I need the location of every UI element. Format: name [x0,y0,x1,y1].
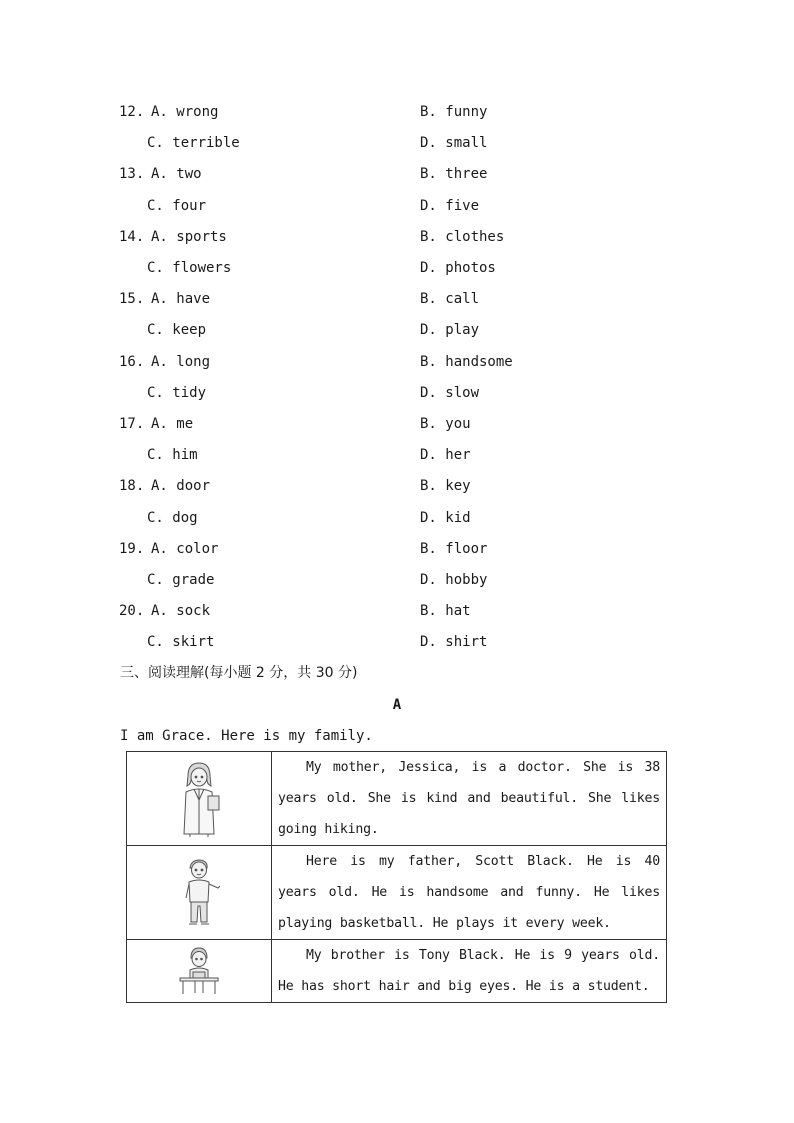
mother-description: My mother, Jessica, is a doctor. She is 38 years old. She is kind and beautiful. She likes going hiking. [272,752,667,846]
option-d: D. small [420,135,488,152]
option-c: C. tidy [147,384,207,401]
option-b: B. key [420,478,471,495]
option-b: B. call [420,291,480,308]
table-row [127,752,667,846]
question-number: 17. [119,416,145,432]
option-c: C. dog [147,509,198,526]
option-c: C. skirt [147,634,215,651]
question-number: 16. [119,353,145,370]
option-b: B. clothes [420,228,505,245]
option-b: B. funny [420,104,488,120]
option-b: B. three [420,166,488,183]
question-number: 12. [119,104,145,120]
option-d: D. shirt [420,634,488,651]
question-number: 19. [119,540,145,557]
option-d: D. hobby [420,572,488,588]
question-number: 18. [119,478,145,495]
option-a: A. sock [151,603,211,620]
question-number: 14. [119,228,145,245]
father-picture-cell [127,846,272,940]
option-b: B. floor [420,540,488,557]
question-number: 15. [119,291,145,308]
mother-picture-cell [127,752,272,846]
table-row [127,940,667,1003]
mother-doctor-icon [174,760,224,838]
table-row [127,846,667,940]
brother-student-icon [176,946,222,996]
option-d: D. kid [420,509,471,526]
option-b: B. hat [420,603,471,620]
question-number: 20. [119,603,145,620]
option-d: D. slow [420,384,480,401]
brother-description: My brother is Tony Black. He is 9 years old. He has short hair and big eyes. He is a student. [272,940,667,1003]
option-a: A. wrong [151,104,219,120]
question-number: 13. [119,166,145,183]
option-a: A. two [151,166,202,183]
option-c: C. flowers [147,260,232,276]
option-a: A. door [151,478,211,495]
father-icon [174,858,224,928]
option-c: C. keep [147,322,207,339]
option-c: C. grade [147,572,215,588]
section-title: 三、阅读理解(每小题 2 分，共 30 分) [120,665,358,681]
option-b: B. handsome [420,353,513,370]
brother-picture-cell [127,940,272,1003]
option-d: D. her [420,447,471,464]
option-a: A. me [151,416,194,432]
option-c: C. him [147,447,198,464]
family-table [126,751,667,1003]
option-b: B. you [420,416,471,432]
passage-label: A [392,697,402,713]
option-d: D. play [420,322,480,339]
option-a: A. have [151,291,211,308]
option-c: C. terrible [147,135,240,152]
passage-intro: I am Grace. Here is my family. [120,728,373,744]
option-d: D. photos [420,260,496,276]
option-a: A. color [151,540,219,557]
option-c: C. four [147,197,207,214]
option-a: A. long [151,353,211,370]
option-a: A. sports [151,228,227,245]
option-d: D. five [420,197,480,214]
father-description: Here is my father, Scott Black. He is 40 years old. He is handsome and funny. He likes playing basketball. He plays it every week. [272,846,667,940]
